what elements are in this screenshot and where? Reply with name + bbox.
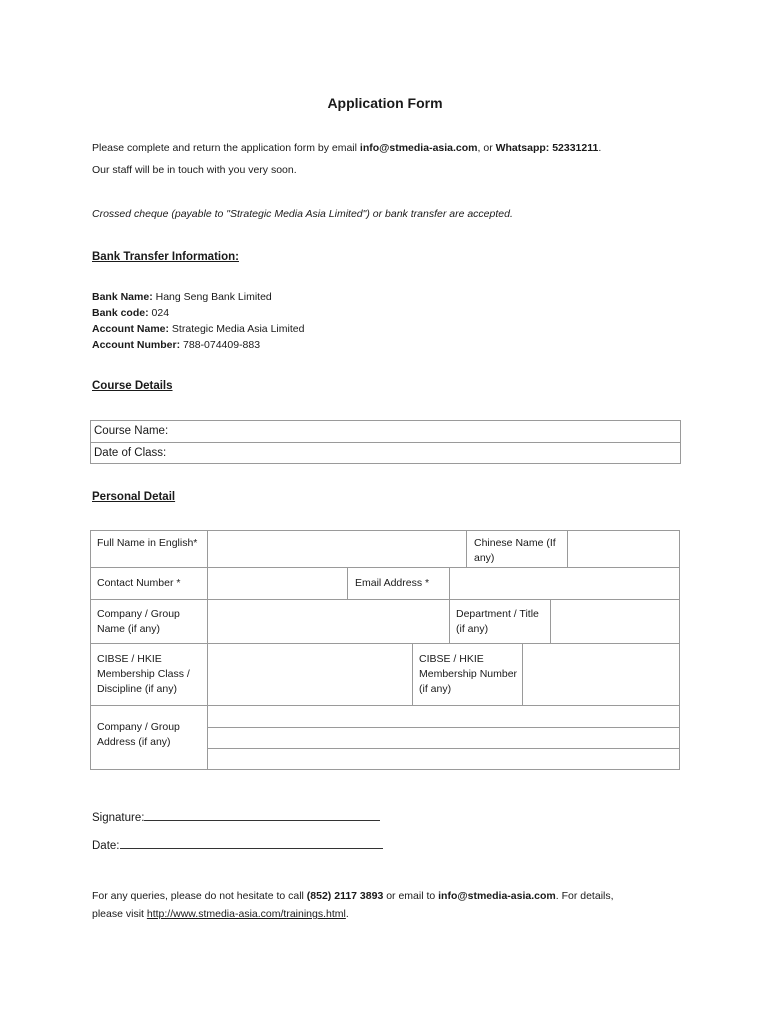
department-title-label: Department / Title (if any) <box>456 608 539 635</box>
intro-line-1 <box>92 141 601 155</box>
course-name-label: Course Name: <box>94 425 169 437</box>
whatsapp-number: Whatsapp: 52331211 <box>495 142 599 154</box>
course-details-heading: Course Details <box>92 380 173 392</box>
date-label: Date: <box>92 840 120 852</box>
date-of-class-field[interactable] <box>91 442 680 463</box>
bank-name-row <box>92 290 272 304</box>
signature-row <box>92 808 380 824</box>
account-name-value: Strategic Media Asia Limited <box>169 323 305 335</box>
account-name-row <box>92 322 304 336</box>
signature-label: Signature: <box>92 812 145 824</box>
account-number-row <box>92 338 260 352</box>
contact-email-link[interactable]: info@stmedia-asia.com <box>359 142 478 154</box>
company-address-line-3[interactable] <box>208 749 679 769</box>
bank-code-row <box>92 306 169 320</box>
personal-detail-heading: Personal Detail <box>92 491 176 503</box>
contact-number-input[interactable] <box>208 567 347 599</box>
course-details-table <box>90 420 681 464</box>
membership-number-label: CIBSE / HKIE Membership Number (if any) <box>419 653 518 695</box>
footer-visit-text: please visit <box>92 908 147 920</box>
company-address-label: Company / Group Address (if any) <box>97 721 180 748</box>
personal-detail-table <box>90 530 680 770</box>
email-address-input[interactable] <box>450 567 679 599</box>
company-name-label: Company / Group Name (if any) <box>97 608 180 635</box>
trainings-url-link[interactable]: http://www.stmedia-asia.com/trainings.html <box>146 908 346 920</box>
account-number-label: Account Number: <box>92 339 181 351</box>
membership-class-input[interactable] <box>208 643 412 705</box>
chinese-name-input[interactable] <box>568 531 679 567</box>
bank-transfer-heading: Bank Transfer Information: <box>92 251 239 263</box>
intro-period: . <box>598 142 602 154</box>
date-row <box>92 836 383 852</box>
bank-name-value: Hang Seng Bank Limited <box>152 291 272 303</box>
email-address-label: Email Address * <box>355 577 430 589</box>
chinese-name-label: Chinese Name (If any) <box>474 537 556 564</box>
bank-name-label: Bank Name: <box>92 291 153 303</box>
account-name-label: Account Name: <box>92 323 170 335</box>
bank-code-value: 024 <box>148 307 170 319</box>
footer-text-post: . For details, <box>555 890 614 902</box>
date-of-class-label: Date of Class: <box>94 447 167 459</box>
account-number-value: 788-074409-883 <box>180 339 261 351</box>
footer-period: . <box>345 908 349 920</box>
footer-text: For any queries, please do not hesitate to call <box>92 890 307 902</box>
intro-text: Please complete and return the application form by email <box>92 142 360 154</box>
payment-note: Crossed cheque (payable to "Strategic Media Asia Limited") or bank transfer are accepted. <box>92 208 513 220</box>
membership-number-input[interactable] <box>523 643 679 705</box>
company-address-line-1[interactable] <box>208 705 679 727</box>
footer-line-1 <box>92 889 614 903</box>
course-name-field[interactable] <box>91 421 680 442</box>
full-name-input[interactable] <box>208 531 466 567</box>
footer-text-mid: or email to <box>383 890 439 902</box>
intro-text-or: , or <box>477 142 496 154</box>
company-name-input[interactable] <box>208 599 449 643</box>
page-title: Application Form <box>327 95 443 111</box>
footer-phone: (852) 2117 3893 <box>306 890 384 902</box>
membership-class-label: CIBSE / HKIE Membership Class / Discipline (if any) <box>97 653 190 695</box>
intro-line-2: Our staff will be in touch with you very soon. <box>92 164 297 176</box>
full-name-label: Full Name in English* <box>97 537 198 549</box>
department-title-input[interactable] <box>551 599 679 643</box>
contact-number-label: Contact Number * <box>97 577 181 589</box>
footer-email-link[interactable]: info@stmedia-asia.com <box>438 890 556 902</box>
signature-line[interactable] <box>144 808 380 821</box>
bank-code-label: Bank code: <box>92 307 149 319</box>
company-address-line-2[interactable] <box>208 728 679 748</box>
footer-line-2 <box>92 907 349 921</box>
date-line[interactable] <box>120 836 383 849</box>
